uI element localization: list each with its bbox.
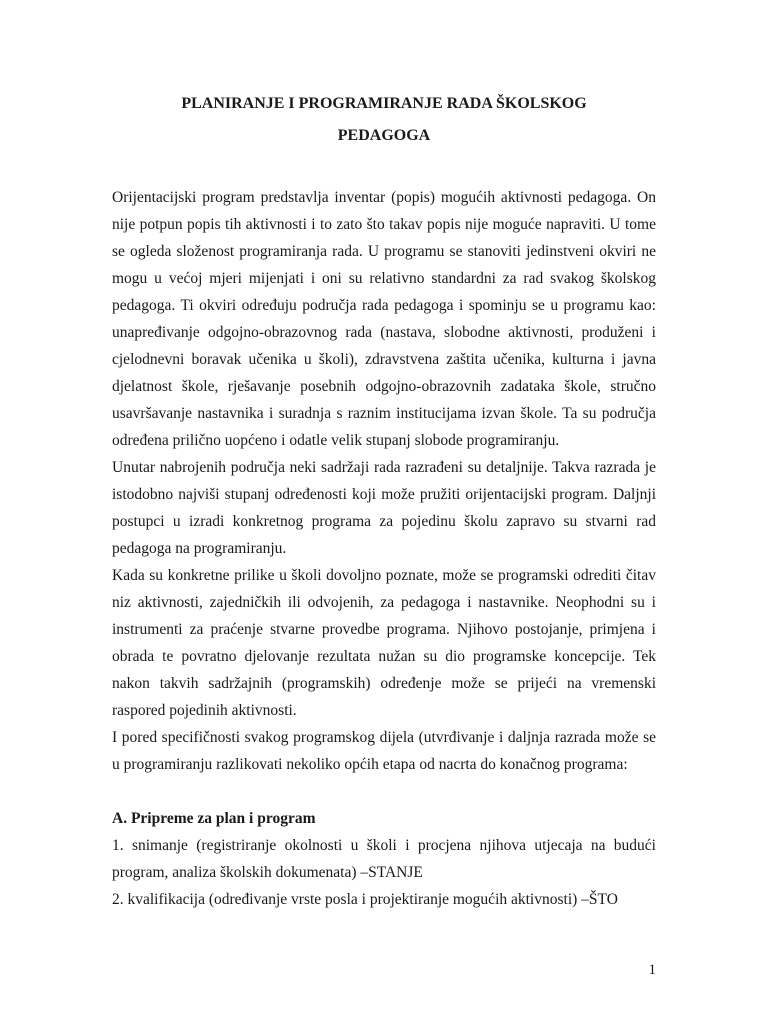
list-item-2: 2. kvalifikacija (određivanje vrste posla i projektiranje mogućih aktivnosti) –ŠTO <box>112 891 618 908</box>
paragraph-1: Orijentacijski program predstavlja inventar (popis) mogućih aktivnosti pedagoga. On nije potpun popis tih aktivnosti i to zato što takav popis nije moguće napraviti. U tome se ogleda složenost programiranja rada. U programu se stanoviti jedinstveni okviri ne mogu u većoj mjeri mijenjati i oni su relativno standardni za rad svakog školskog pedagoga. Ti okviri određuju područja rada pedagoga i spominju se u programu kao: unapređivanje odgojno-obrazovnog rada (nastava, slobodne aktivnosti, produženi i cjelodnevni boravak učenika u školi), zdravstvena zaštita učenika, kulturna i javna djelatnost škole, rješavanje posebnih odgojno-obrazovnih zadataka škole, stručno usavršavanje nastavnika i suradnja s raznim institucijama izvan škole. Ta su područja određena prilično uopćeno i odatle velik stupanj slobode programiranju. <box>112 189 656 449</box>
page-number: 1 <box>648 962 656 978</box>
blank-line <box>112 778 656 805</box>
list-item-1: 1. snimanje (registriranje okolnosti u školi i procjena njihova utjecaja na budući program, analiza školskih dokumenata) –STANJE <box>112 837 656 881</box>
document-title-line-1: PLANIRANJE I PROGRAMIRANJE RADA ŠKOLSKOG <box>181 95 587 112</box>
document-title-line-2: PEDAGOGA <box>337 127 431 144</box>
paragraph-4: I pored specifičnosti svakog programskog dijela (utvrđivanje i daljnja razrada može se u programiranju razlikovati nekoliko općih etapa od nacrta do konačnog programa: <box>112 729 656 773</box>
paragraph-2: Unutar nabrojenih područja neki sadržaji rada razrađeni su detaljnije. Takva razrada je istodobno najviši stupanj određenosti koji može pružiti orijentacijski program. Daljnji postupci u izradi konkretnog programa za pojedinu školu zapravo su stvarni rad pedagoga na programiranju. <box>112 459 656 557</box>
document-body <box>112 184 656 913</box>
paragraph-3: Kada su konkretne prilike u školi dovoljno poznate, može se programski odrediti čitav niz aktivnosti, zajedničkih ili odvojenih, za pedagoga i nastavnike. Neophodni su i instrumenti za praćenje stvarne provedbe programa. Njihovo postojanje, primjena i obrada te povratno djelovanje rezultata nužan su dio programske koncepcije. Tek nakon takvih sadržajnih (programskih) određenje može se prijeći na vremenski raspored pojedinih aktivnosti. <box>112 567 656 719</box>
section-heading: A. Pripreme za plan i program <box>112 810 316 827</box>
